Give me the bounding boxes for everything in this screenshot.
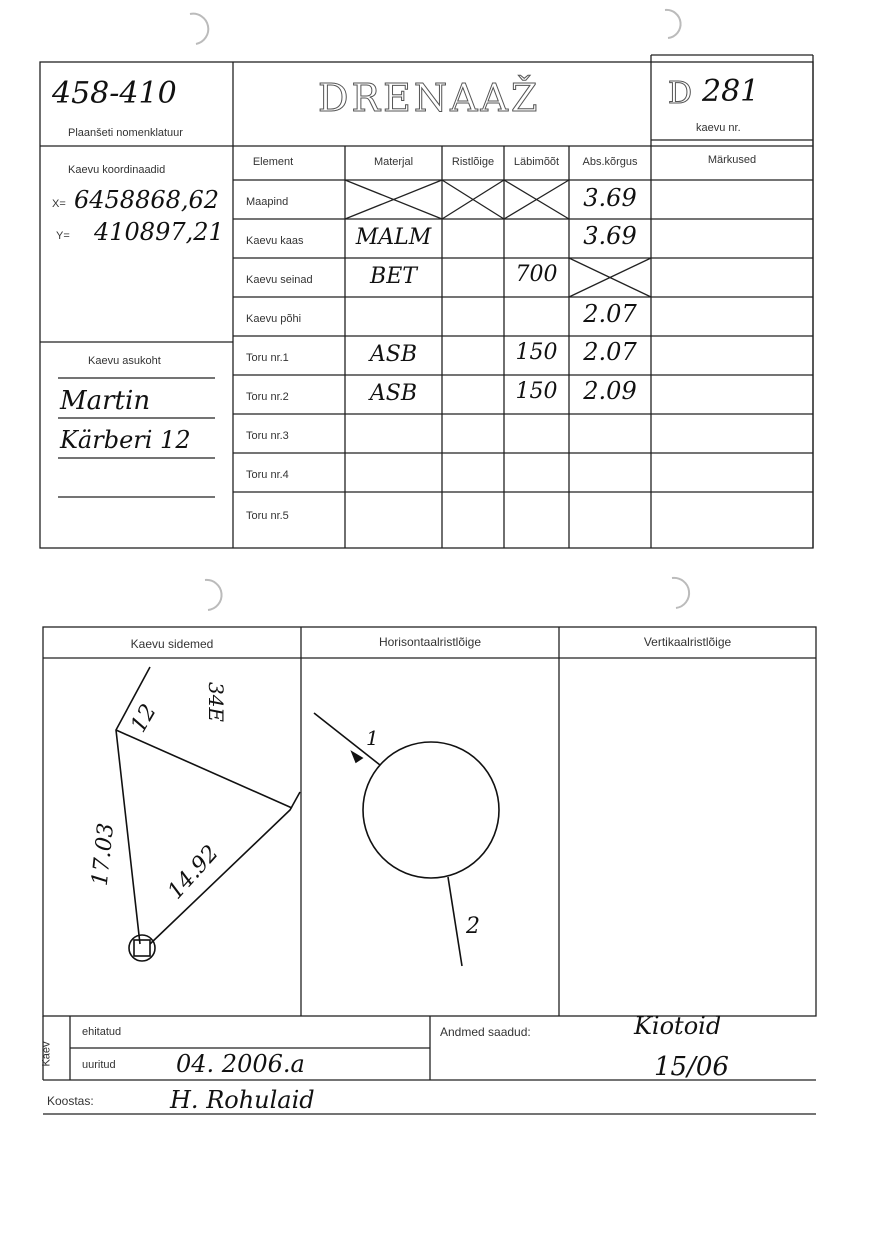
footer-compiled-name: H. Rohulaid [170, 1086, 315, 1114]
row-diameter: 150 [515, 379, 558, 404]
row-element: Toru nr.4 [246, 469, 289, 481]
header-diameter: Läbimõõt [513, 156, 560, 168]
y-prefix: Y= [56, 230, 70, 242]
pipe-label-2: 2 [466, 914, 480, 939]
row-element: Kaevu põhi [246, 313, 302, 325]
footer-built-label: ehitatud [82, 1026, 122, 1038]
row-diameter: 700 [515, 262, 558, 287]
tie-label-2: 34E [204, 681, 229, 723]
location-line1: Martin [60, 386, 151, 416]
row-element: Toru nr.3 [246, 430, 289, 442]
tie-label-3: 17.03 [87, 821, 120, 888]
row-diameter: 150 [515, 340, 558, 365]
well-number: 281 [702, 74, 760, 109]
well-prefix: D [668, 76, 693, 111]
row-element: Toru nr.2 [246, 391, 289, 403]
header-remarks: Märkused [707, 154, 757, 166]
nomenclature-value: 458-410 [52, 76, 177, 111]
x-coordinate: 6458868,62 [74, 186, 220, 214]
coordinates-label: Kaevu koordinaadid [68, 164, 166, 176]
header-cross-section: Ristlõige [451, 156, 495, 168]
footer-data-date: 15/06 [654, 1052, 729, 1082]
footer-data-source: Kiotoid [634, 1012, 722, 1040]
row-element: Kaevu seinad [246, 274, 313, 286]
row-material: ASB [369, 381, 418, 406]
well-number-label: kaevu nr. [696, 122, 741, 134]
row-material: BET [370, 264, 417, 289]
header-element: Element [252, 156, 294, 168]
location-line2: Kärberi 12 [60, 426, 191, 454]
sketch-header-horizontal: Horisontaalristlõige [378, 635, 482, 649]
row-material: MALM [355, 225, 432, 250]
nomenclature-label: Plaanšeti nomenklatuur [68, 127, 183, 139]
row-element: Toru nr.1 [246, 352, 289, 364]
row-elevation: 3.69 [583, 222, 637, 250]
header-material: Materjal [373, 156, 414, 168]
footer-compiled-label: Koostas: [47, 1094, 94, 1108]
page-title: DRENAAŽ [318, 76, 541, 120]
footer-side-label: Kaev [40, 1041, 53, 1067]
tie-label-1: 12 [126, 700, 162, 737]
sketch-header-vertical: Vertikaalristlõige [643, 635, 732, 649]
y-coordinate: 410897,21 [94, 218, 224, 246]
row-material: ASB [369, 342, 418, 367]
row-element: Toru nr.5 [246, 510, 289, 522]
row-elevation: 2.09 [583, 377, 637, 405]
location-label: Kaevu asukoht [88, 355, 161, 367]
footer-data-label: Andmed saadud: [440, 1025, 531, 1039]
row-elevation: 2.07 [583, 338, 637, 366]
header-elevation: Abs.kõrgus [582, 156, 638, 168]
tie-label-4: 14.92 [163, 840, 224, 905]
x-prefix: X= [52, 198, 66, 210]
pipe-label-1: 1 [366, 726, 379, 750]
row-element: Maapind [246, 196, 289, 208]
footer-surveyed-label: uuritud [82, 1059, 116, 1071]
row-element: Kaevu kaas [246, 235, 304, 247]
sketch-header-ties: Kaevu sidemed [130, 637, 214, 651]
row-elevation: 2.07 [583, 300, 637, 328]
row-elevation: 3.69 [583, 184, 637, 212]
footer-surveyed-date: 04. 2006.a [176, 1050, 305, 1078]
